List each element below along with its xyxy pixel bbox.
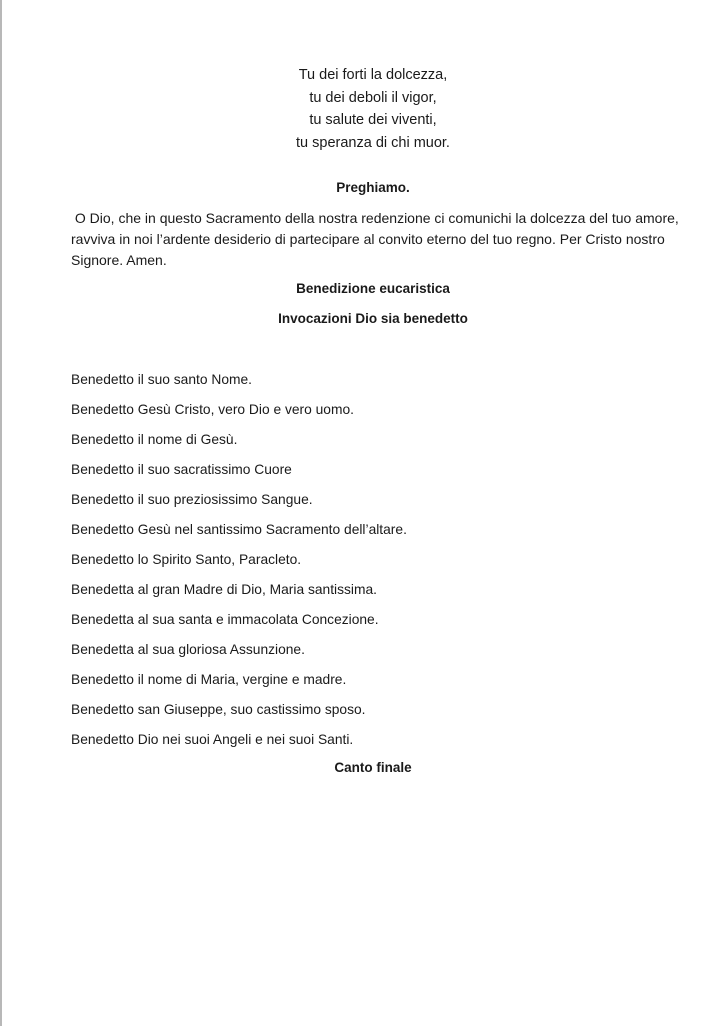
invocation-line: Benedetto Gesù nel santissimo Sacramento dell’altare. <box>71 522 407 537</box>
prayer-heading: Preghiamo. <box>336 180 410 195</box>
invocation-line: Benedetto il nome di Maria, vergine e madre. <box>71 672 347 687</box>
prayer-text <box>71 208 699 271</box>
prayer-line: ravviva in noi l’ardente desiderio di partecipare al convito eterno del tuo regno. Per Cristo nostro <box>71 231 665 247</box>
invocation-line: Benedetta al sua santa e immacolata Concezione. <box>71 612 379 627</box>
stanza-line: tu salute dei viventi, <box>309 112 437 128</box>
invocation-line: Benedetta al gran Madre di Dio, Maria santissima. <box>71 582 377 597</box>
invocation-line: Benedetto lo Spirito Santo, Paracleto. <box>71 552 302 567</box>
invocation-line: Benedetto il nome di Gesù. <box>71 432 238 447</box>
closing-heading: Canto finale <box>334 760 412 775</box>
prayer-line: Signore. Amen. <box>71 252 167 268</box>
invocation-line: Benedetto san Giuseppe, suo castissimo sposo. <box>71 702 366 717</box>
invocations-heading: Invocazioni Dio sia benedetto <box>278 311 468 326</box>
prayer-line: O Dio, che in questo Sacramento della nostra redenzione ci comunichi la dolcezza del tuo amore, <box>71 210 679 226</box>
stanza-line: Tu dei forti la dolcezza, <box>298 67 448 83</box>
invocation-line: Benedetto il suo santo Nome. <box>71 372 253 387</box>
stanza-line: tu dei deboli il vigor, <box>309 89 437 106</box>
invocation-line: Benedetto Gesù Cristo, vero Dio e vero uomo. <box>71 402 354 417</box>
invocation-line: Benedetto Dio nei suoi Angeli e nei suoi Santi. <box>71 732 354 747</box>
invocation-line: Benedetta al sua gloriosa Assunzione. <box>71 642 305 657</box>
invocation-line: Benedetto il suo sacratissimo Cuore <box>71 462 292 477</box>
benediction-heading: Benedizione eucaristica <box>296 281 450 296</box>
invocations-list <box>71 369 691 759</box>
invocation-line: Benedetto il suo preziosissimo Sangue. <box>71 492 313 507</box>
hymn-stanza <box>0 64 720 154</box>
stanza-line: tu speranza di chi muor. <box>296 134 450 151</box>
